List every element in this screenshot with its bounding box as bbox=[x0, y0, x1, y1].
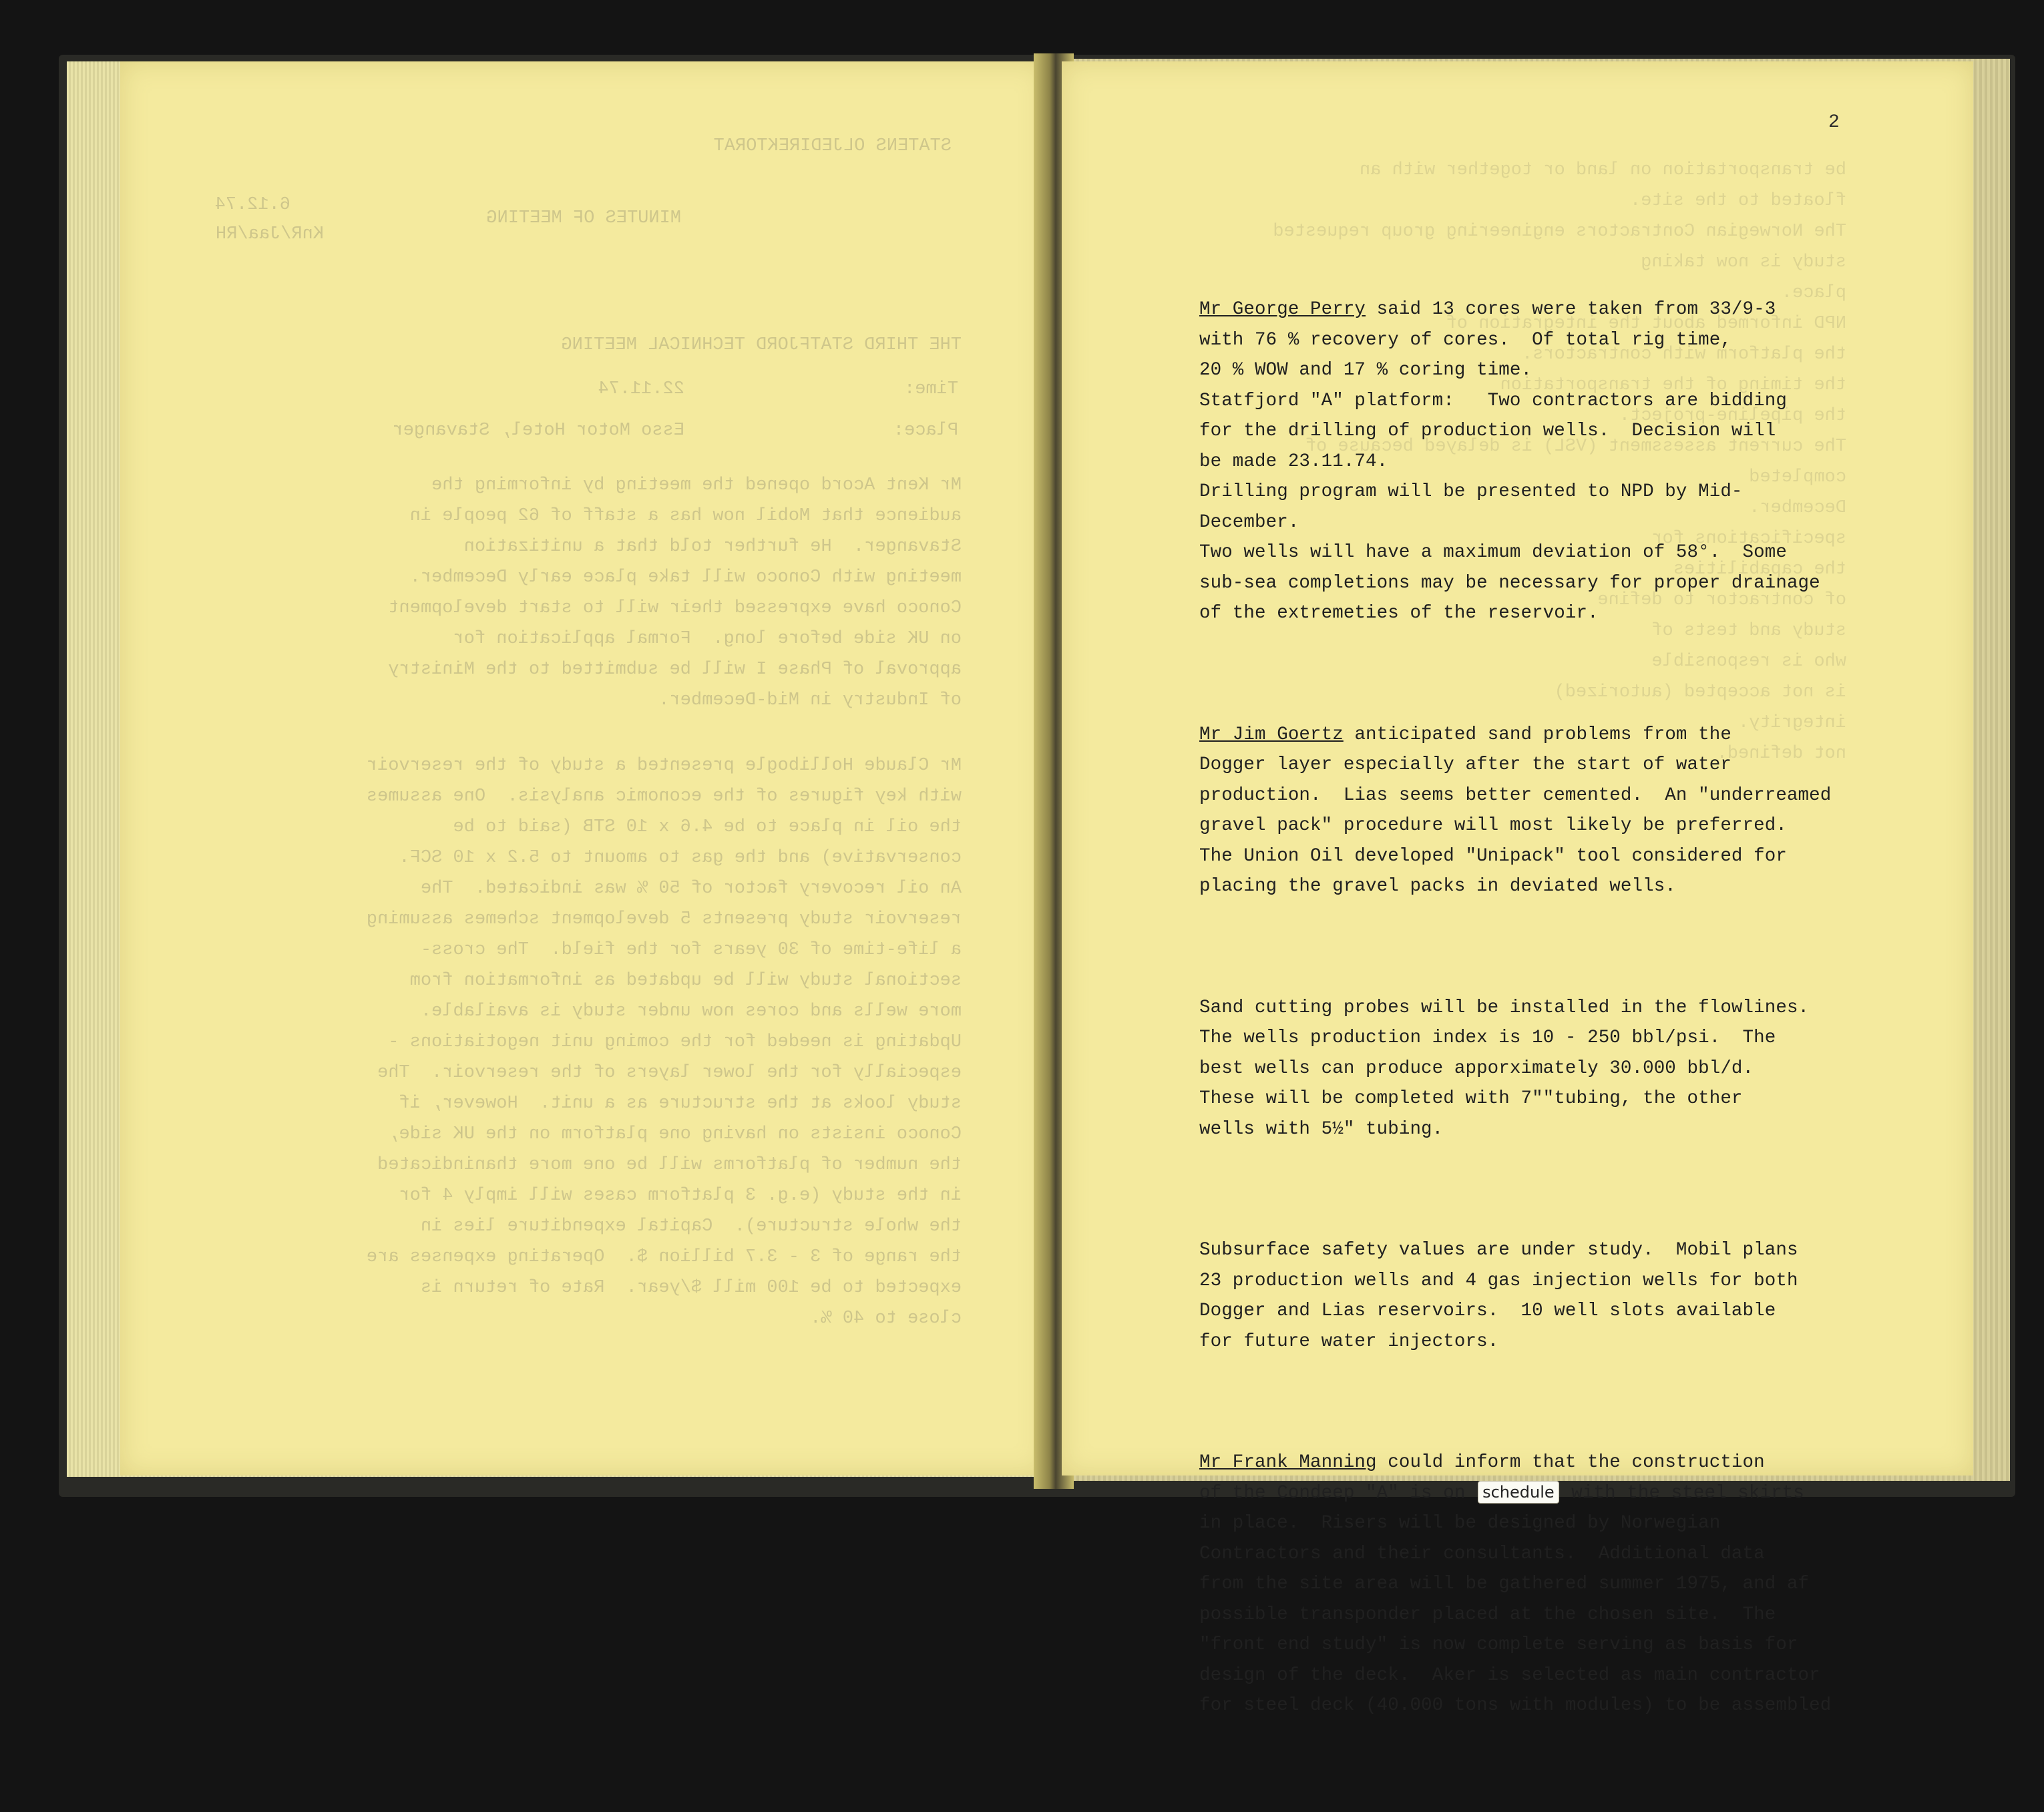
text-line: with the steel skirts bbox=[1560, 1482, 1804, 1504]
text-line: The Union Oil developed "Unipack" tool considered for bbox=[1199, 845, 1787, 867]
paragraph-subsurface-safety bbox=[1199, 1235, 1947, 1357]
text-line: Dogger layer especially after the start of water bbox=[1199, 754, 1731, 775]
speaker-name: Mr George Perry bbox=[1199, 299, 1366, 320]
text-line: "front end study" is now complete serving as basis for bbox=[1199, 1634, 1798, 1655]
text-line: for the drilling of production wells. Decision will bbox=[1199, 421, 1776, 441]
bleed-time-value: 22.11.74 bbox=[598, 379, 684, 399]
bleed-meeting: THE THIRD STATFJORD TECHNICAL MEETING bbox=[561, 335, 962, 355]
page-number: 2 bbox=[1828, 112, 1840, 133]
text-line: Subsurface safety values are under study. Mobil plans bbox=[1199, 1240, 1798, 1261]
text-line: production. Lias seems better cemented. An "underreamed bbox=[1199, 784, 1832, 806]
bleed-paragraph-1: Mr Kent Acord opened the meeting by informing the audience that Mobil now has a staff of 62 people in Stavanger. He further told that a unitization meeting with Conoco will take place early December. Conoco have expressed their will to start development on UK side before long. Formal application for approval of Phase I will be submitted to the Ministry of Industry in Mid-December. bbox=[388, 475, 962, 710]
text-line: Drilling program will be presented to NPD by Mid- bbox=[1199, 481, 1743, 502]
text-line: with 76 % recovery of cores. Of total rig time, bbox=[1199, 329, 1731, 351]
text-line: anticipated sand problems from the bbox=[1343, 724, 1731, 745]
text-line: could inform that the construction bbox=[1376, 1452, 1765, 1473]
text-line: Two wells will have a maximum deviation of 58°. Some bbox=[1199, 542, 1787, 563]
bleed-header: STATENS OLJEDIREKTORAT bbox=[713, 136, 952, 156]
document-body bbox=[1199, 234, 1947, 1812]
text-line: Dogger and Lias reservoirs. 10 well slots available bbox=[1199, 1301, 1776, 1321]
text-line: 20 % WOW and 17 % coring time. bbox=[1199, 360, 1532, 381]
text-line: sub-sea completions may be necessary for proper drainage bbox=[1199, 572, 1820, 594]
bleed-paragraph-2: Mr Claude Hollibogle presented a study of the reservoir with key figures of the economic analysis. One assumes the oil in place to be 4.6 x 10 STB (said to be conservative) and the gas to amount to 5.2 x 10 SCF. An oil recovery factor of 50 % was indicated. The reservoir study presents 5 development schemes assuming a life-time of 30 years for the field. The cross- sectional study will be updated as information from more wells and cores now under study is available. Updating is needed for the coming unit negotiations - especially for the lower layers of the reservoir. The study looks at the structure as a unit. However, if Conoco insists on having one platform on the UK side, the number of platforms will be one more thanindicated in the study (e.g. 3 platform cases will imply 4 for the whole structure). Capital expenditure lies in the range of 3 - 3.7 billion $. Operating expenses are expected to be 100 mill $/year. Rate of return is close to 40 %. bbox=[366, 756, 962, 1329]
text-line: said 13 cores were taken from 33/9-3 bbox=[1366, 299, 1776, 320]
bleed-place-value: Esso Motor Hotel, Stavanger bbox=[392, 421, 684, 441]
left-page-bleed-through bbox=[120, 61, 1045, 1476]
text-line: gravel pack" procedure will most likely be preferred. bbox=[1199, 815, 1787, 836]
paragraph-jim-goertz bbox=[1199, 720, 1947, 902]
ghost-block: be transportation on land or together with an floated to the site. The Norwegian Contractors engineering group requested study is now taking place. NPD informed about the integration of the platform with contractors. the timing of the transportation the pipeline-project. The current assessment (VSL) is delayed because of completed December. specifications for the capabilities of contractor to define study and tests of who is responsible is not accepted (autorized) integrity. not defined. bbox=[1273, 160, 1846, 764]
bleed-title: MINUTES OF MEETING bbox=[486, 208, 681, 228]
bleed-ref: 6.12.74 bbox=[214, 195, 290, 215]
text-line: 23 production wells and 4 gas injection wells for both bbox=[1199, 1270, 1798, 1291]
text-line: design of the deck. Aker is selected as main contractor bbox=[1199, 1664, 1820, 1686]
text-line: for future water injectors. bbox=[1199, 1331, 1499, 1352]
paragraph-sand-cutting bbox=[1199, 993, 1947, 1145]
text-line: December. bbox=[1199, 511, 1299, 533]
text-line: placing the gravel packs in deviated wells. bbox=[1199, 876, 1676, 897]
paragraph-frank-manning bbox=[1199, 1447, 1947, 1721]
text-line: The wells production index is 10 - 250 bbl/psi. The bbox=[1199, 1028, 1776, 1048]
text-line: in place. Risers will be designed by Norwegian bbox=[1199, 1513, 1721, 1534]
left-page bbox=[120, 61, 1045, 1476]
handwritten-insert: schedule bbox=[1478, 1481, 1559, 1504]
text-line: for steel deck (40.000 tons with modules) to be assembled bbox=[1199, 1695, 1832, 1716]
text-line: wells with 5½" tubing. bbox=[1199, 1118, 1444, 1140]
speaker-name: Mr Jim Goertz bbox=[1199, 724, 1344, 745]
text-line: of the extremeties of the reservoir. bbox=[1199, 603, 1599, 624]
text-line: of the Condeep "A" is on bbox=[1199, 1482, 1477, 1504]
text-line: Statfjord "A" platform: Two contractors are bidding bbox=[1199, 390, 1787, 411]
bleed-place-label: Place: bbox=[893, 421, 958, 441]
text-line: be made 23.11.74. bbox=[1199, 451, 1388, 472]
text-line: best wells can produce apporximately 30.000 bbl/d. bbox=[1199, 1058, 1754, 1079]
speaker-name: Mr Frank Manning bbox=[1199, 1452, 1377, 1473]
bleed-time-label: Time: bbox=[903, 379, 958, 399]
text-line: Sand cutting probes will be installed in the flowlines. bbox=[1199, 997, 1810, 1018]
bleed-ref2: KnR/Jaa/RH bbox=[215, 224, 324, 244]
text-line: These will be completed with 7""tubing, the other bbox=[1199, 1088, 1743, 1109]
text-line: possible transponder placed at the chosen site. The bbox=[1199, 1604, 1776, 1625]
paragraph-george-perry bbox=[1199, 294, 1947, 629]
right-page bbox=[1062, 61, 1973, 1716]
text-line: from the site area will be gathered summer 1975, and af bbox=[1199, 1574, 1810, 1594]
text-line: Contractors and their consultants. Additional data bbox=[1199, 1543, 1765, 1564]
